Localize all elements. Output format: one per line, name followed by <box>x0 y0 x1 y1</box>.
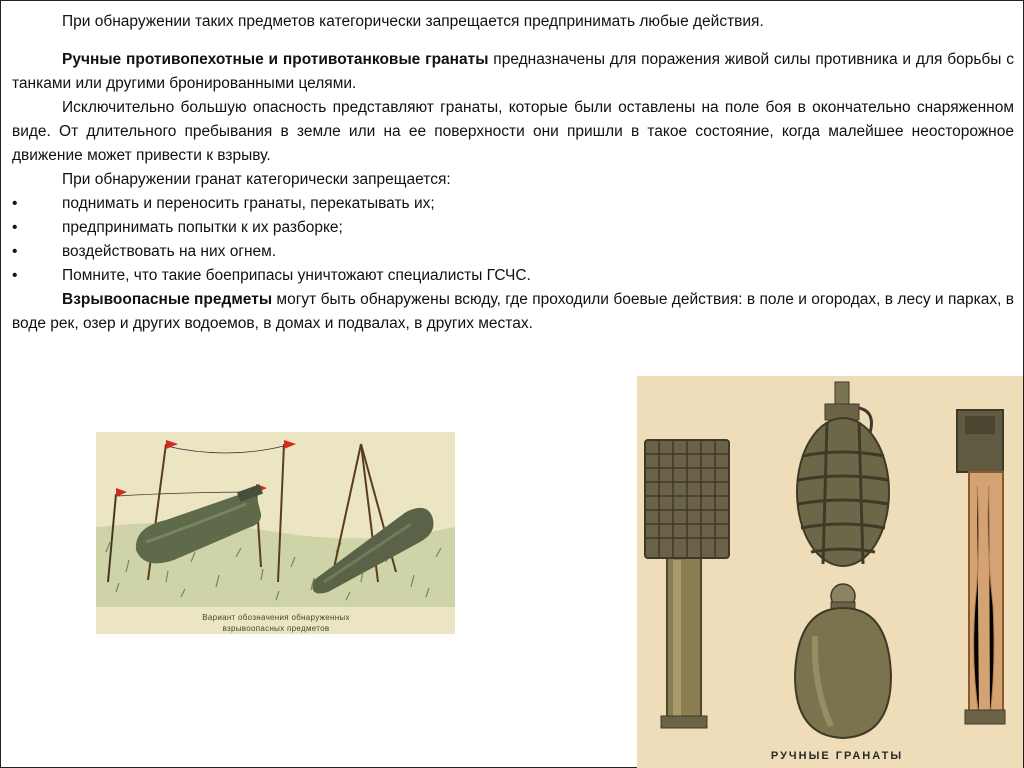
paragraph-warning: При обнаружении таких предметов категорически запрещается предпринимать любые действия. <box>62 13 764 30</box>
closing-rest: могут быть обнаружены всюду, где проходили боевые действия: в поле и огородах, в лесу и парках, в воде рек, озер и других водоемов, в домах и подвалах, в других местах. <box>12 291 1014 332</box>
paragraph-danger: Исключительно большую опасность представляют гранаты, которые были оставлены на поле боя в окончательно снаряженном виде. От длительного пребывания в земле или на ее поверхности они пришли в такое состояние, когда малейшее неосторожное движение может привести к взрыву. <box>12 99 1014 164</box>
paragraph-grenades-intro <box>12 48 1014 96</box>
bullet-item <box>12 264 1014 288</box>
term-grenades: Ручные противопехотные и противотанковые гранаты <box>62 51 489 68</box>
bullet-text: поднимать и переносить гранаты, перекатывать их; <box>62 195 435 212</box>
grenades-intro-rest: предназначены для поражения живой силы противника и для борьбы с танками или другими бронированными целями. <box>12 51 1014 92</box>
paragraph-prohibited: При обнаружении гранат категорически запрещается: <box>62 171 451 188</box>
bullet-dot: • <box>12 267 18 284</box>
bullet-dot: • <box>12 195 18 212</box>
bullet-text: Помните, что такие боеприпасы уничтожают специалисты ГСЧС. <box>62 267 531 284</box>
left-caption-line1: Вариант обозначения обнаруженных <box>202 613 350 622</box>
paragraph-closing <box>12 288 1014 336</box>
bullet-item <box>12 216 1014 240</box>
bullet-text: воздействовать на них огнем. <box>62 243 277 260</box>
bullet-dot: • <box>12 219 18 236</box>
bullet-item <box>12 240 1014 264</box>
left-figure-caption <box>166 612 386 634</box>
bullet-dot: • <box>12 243 18 260</box>
right-figure-caption: РУЧНЫЕ ГРАНАТЫ <box>770 750 904 762</box>
bullet-text: предпринимать попытки к их разборке; <box>62 219 343 236</box>
hand-grenades-illustration <box>637 376 1023 768</box>
ordnance-drawing <box>96 432 455 634</box>
term-explosive-objects: Взрывоопасные предметы <box>62 291 273 308</box>
bullet-item <box>12 192 1014 216</box>
left-caption-line2: взрывоопасных предметов <box>222 624 330 633</box>
grenades-drawing <box>637 376 1023 768</box>
marked-ordnance-illustration <box>96 432 455 634</box>
main-text <box>12 10 1014 336</box>
